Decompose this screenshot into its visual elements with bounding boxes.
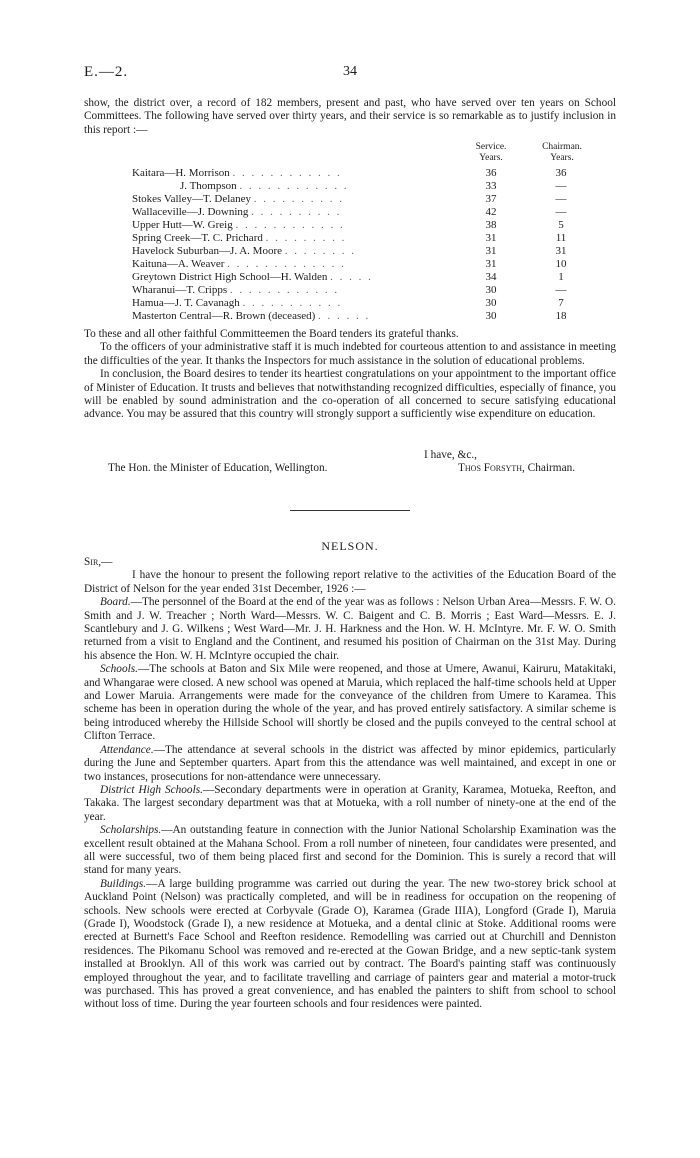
leader-dots: . . . . . . . . . . . .: [239, 180, 349, 192]
report-section-code: E.—2.: [84, 64, 129, 80]
service-years: 42: [485, 206, 497, 218]
service-years: 31: [485, 232, 497, 244]
member-name: Wharanui—T. Cripps: [132, 284, 228, 296]
chairman-years: —: [555, 193, 567, 205]
chairman-years: 18: [555, 310, 567, 322]
member-name: J. Thompson: [180, 180, 237, 192]
service-header-line-1: Service.: [475, 142, 507, 152]
signatory-first-name: Thos: [458, 462, 481, 474]
service-column-header: [468, 142, 514, 164]
table-row: [0, 206, 700, 219]
service-years: 31: [485, 258, 497, 270]
leader-dots: . . . . . . . . . . . .: [232, 167, 342, 179]
service-years: 30: [485, 284, 497, 296]
nelson-scholarships-paragraph: [84, 824, 616, 878]
chairman-years: —: [555, 206, 567, 218]
table-row: [0, 167, 700, 180]
nelson-buildings-paragraph: [84, 878, 616, 1012]
table-row: [0, 219, 700, 232]
service-years: 36: [485, 167, 497, 179]
chairman-years: 11: [555, 232, 567, 244]
sign-off-signatory: [458, 462, 575, 474]
sign-off-addressee: The Hon. the Minister of Education, Wellington.: [108, 462, 328, 474]
chairman-years: —: [555, 180, 567, 192]
intro-text: show, the district over, a record of 182 members, present and past, who have served over ten years on School Committees. The following have served over thirty years, and their service is so remarkable as to justify inclusion in this report :—: [84, 97, 616, 136]
nelson-title: NELSON.: [321, 539, 379, 553]
chairman-column-header: [536, 142, 588, 164]
table-row: [0, 310, 700, 323]
signatory-last-name: Forsyth: [483, 462, 523, 474]
table-row: [0, 258, 700, 271]
chairman-years: 10: [555, 258, 567, 270]
member-name: Kaituna—A. Weaver: [132, 258, 225, 270]
member-name: Greytown District High School—H. Walden: [132, 271, 328, 283]
nelson-district-high-schools-paragraph: [84, 784, 616, 824]
service-years: 34: [485, 271, 497, 283]
schools-heading: Schools.: [100, 663, 138, 676]
service-years: 30: [485, 297, 497, 309]
chairman-header-line-2: Years.: [550, 153, 574, 163]
leader-dots: . . . . . . . . . . .: [242, 297, 343, 309]
member-name: Hamua—J. T. Cavanagh: [132, 297, 240, 309]
service-years: 37: [485, 193, 497, 205]
nelson-attendance-paragraph: [84, 744, 616, 784]
chairman-header-line-1: Chairman.: [542, 142, 582, 152]
leader-dots: . . . . . .: [318, 310, 371, 322]
member-name: Havelock Suburban—J. A. Moore: [132, 245, 283, 257]
leader-dots: . . . . . . . . .: [265, 232, 347, 244]
intro-paragraph: [84, 97, 616, 137]
district-high-schools-text: —Secondary departments were in operation at Granity, Karamea, Motueka, Reefton, and Takaka. The largest secondary department was that at Motueka, with a roll number of ninety-one at the end of the year.: [84, 783, 616, 823]
buildings-text: —A large building programme was carried out during the year. The new two-storey brick school at Auckland Point (Nelson) was practically completed, and will be in readiness for occupation on the reopening of schools. New schools were erected at Corbyvale (Grade O), Karamea (Grade IIIA), Longford (Grade I), Maruia (Grade I), Woodstock (Grade I), a new residence at Motueka, and a dental clinic at Stoke. Additional rooms were erected at Burnett's Face School and Reefton residence. Remodelling was carried out at Churchill and Denniston residences. The Pikomanu School was removed and re-erected at the Gowan Bridge, and a new septic-tank system installed at Brooklyn. All of this work was carried out by contract. The Board's painting staff was continuously employed throughout the year, and to facilitate travelling and carriage of painters gear and material a motor-truck was purchased. This has proved a great convenience, and has enabled the painters to shift from school to school without loss of time. During the year fourteen schools and four residences were painted.: [84, 877, 616, 1011]
service-years: 33: [485, 180, 497, 192]
closing-congratulations: In conclusion, the Board desires to tender its heartiest congratulations on your appointment to the important office of Minister of Education. It trusts and believes that notwithstanding recognized difficulties, especially of finance, you will be enabled by sound administration and the co-operation of all concerned to secure satisfying educational advance. You may be assured that this country will strongly support a sufficiently wise expenditure on education.: [84, 368, 616, 421]
service-header-line-2: Years.: [479, 153, 503, 163]
board-text: —The personnel of the Board at the end of the year was as follows : Nelson Urban Area—Messrs. F. W. O. Smith and J. W. Treacher ; North Ward—Messrs. W. C. Baigent and C. B. Morris ; East Ward—Messrs. E. J. Scantlebury and J. G. Wilkens ; West Ward—Mr. J. H. Harkness and the Hon. W. H. McIntyre. Mr. F. W. O. Smith returned from a visit to England and the Continent, and resumed his position of Chairman on the 31st May. During his absence the Hon. W. H. McIntyre occupied the chair.: [84, 596, 616, 662]
member-name: Stokes Valley—T. Delaney: [132, 193, 252, 205]
service-years: 38: [485, 219, 497, 231]
scholarships-heading: Scholarships.: [100, 824, 162, 837]
attendance-text: —The attendance at several schools in the district was affected by minor epidemics, particularly during the June and September quarters. Apart from this the attendance was well maintained, and except in one or two instances, prosecutions for non-attendance were unnecessary.: [84, 743, 616, 783]
chairman-years: 31: [555, 245, 567, 257]
closing-paragraphs: [84, 328, 616, 422]
nelson-opening: I have the honour to present the following report relative to the activities of the Education Board of the District of Nelson for the year ended 31st December, 1926 :—: [84, 569, 616, 595]
leader-dots: . . . . . . . . . . . .: [229, 284, 340, 296]
table-row: [0, 245, 700, 258]
table-row: [0, 193, 700, 206]
closing-thanks-committeemen: To these and all other faithful Committeemen the Board tenders its grateful thanks.: [84, 328, 459, 340]
member-name: Upper Hutt—W. Greig: [132, 219, 233, 231]
leader-dots: . . . . . . . .: [284, 245, 357, 257]
chairman-years: —: [555, 284, 567, 296]
leader-dots: . . . . . . . . . .: [253, 193, 345, 205]
buildings-heading: Buildings.: [100, 877, 147, 890]
nelson-report: [84, 556, 616, 1012]
closing-thanks-staff: To the officers of your administrative staff it is much indebted for courteous attention to and assistance in meeting the difficulties of the year. It thanks the Inspectors for much assistance in the solution of educational problems.: [84, 341, 616, 367]
service-years: 30: [485, 310, 497, 322]
table-row: [0, 284, 700, 297]
signatory-role: , Chairman.: [522, 462, 576, 474]
table-row: [0, 180, 700, 193]
leader-dots: . . . . . . . . . .: [251, 206, 342, 218]
leader-dots: . . . . .: [330, 271, 373, 283]
chairman-years: 36: [555, 167, 567, 179]
district-high-schools-heading: District High Schools.: [100, 783, 203, 796]
member-name: Spring Creek—T. C. Prichard: [132, 232, 263, 244]
schools-text: —The schools at Baton and Six Mile were reopened, and those at Umere, Awanui, Kairuru, Matakitaki, and Whangarae were closed. A new school was opened at Maruia, which replaced the half-time schools held at Upper and Lower Maruia. Arrangements were made for the conveyance of the children from Umere to Karamea. This scheme has been in operation during the whole of the year, and has proved entirely satisfactory. A similar scheme is being introduced whereby the Hillside School will shortly be closed and the pupils conveyed to the central school at Clifton Terrace.: [84, 663, 616, 743]
sign-off-have: I have, &c.,: [424, 449, 478, 461]
table-row: [0, 271, 700, 284]
table-row: [0, 297, 700, 310]
chairman-years: 7: [558, 297, 564, 309]
chairman-years: 1: [558, 271, 564, 283]
member-name: Wallaceville—J. Downing: [132, 206, 249, 218]
nelson-board-paragraph: [84, 596, 616, 663]
service-years: 31: [485, 245, 497, 257]
page-number: 34: [343, 64, 357, 79]
member-name: Masterton Central—R. Brown (deceased): [132, 310, 316, 322]
nelson-schools-paragraph: [84, 663, 616, 743]
section-divider: [290, 510, 410, 511]
leader-dots: . . . . . . . . . . . . .: [227, 258, 346, 270]
member-name: Kaitara—H. Morrison: [132, 167, 230, 179]
board-heading: Board.: [100, 596, 131, 609]
attendance-heading: Attendance.: [100, 743, 154, 756]
nelson-salutation: Sir,—: [84, 556, 113, 568]
table-row: [0, 232, 700, 245]
scholarships-text: —An outstanding feature in connection with the Junior National Scholarship Examination was the excellent result obtained at the Mahana School. From a roll number of nineteen, four candidates were presented, and all were successful, two of them being placed first and second for the Dominion. This is surely a record that will stand for many years.: [84, 824, 616, 877]
chairman-years: 5: [558, 219, 564, 231]
leader-dots: . . . . . . . . . . . .: [235, 219, 345, 231]
